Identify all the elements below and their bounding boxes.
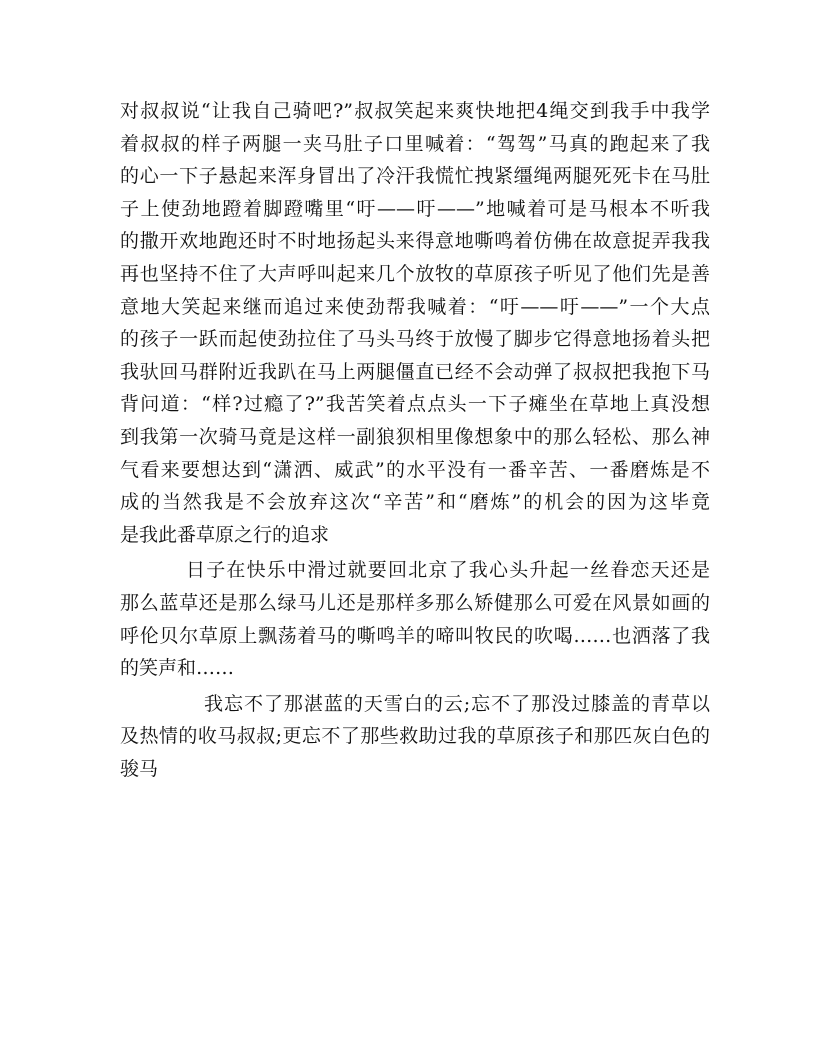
- paragraph-line: 是我此番草原之行的追求: [120, 523, 330, 546]
- paragraph-line: 着叔叔的样子两腿一夹马肚子口里喊着：“驾驾”马真的跑起来了我: [120, 132, 710, 155]
- paragraph-line: 到我第一次骑马竟是这样一副狼狈相里像想象中的那么轻松、那么神: [120, 425, 710, 448]
- paragraph-3: [120, 688, 710, 786]
- paragraph-line: 的撒开欢地跑还时不时地扬起头来得意地嘶鸣着仿佛在故意捉弄我我: [120, 230, 710, 253]
- paragraph-line: 及热情的收马叔叔;更忘不了那些救助过我的草原孩子和那匹灰白色的: [120, 725, 710, 748]
- paragraph-line: 呼伦贝尔草原上飘荡着马的嘶鸣羊的啼叫牧民的吹喝……也洒落了我: [120, 624, 710, 647]
- paragraph-1: [120, 95, 710, 551]
- paragraph-line: 的心一下子悬起来浑身冒出了冷汗我慌忙拽紧缰绳两腿死死卡在马肚: [120, 165, 710, 188]
- paragraph-line: 气看来要想达到“潇洒、威武”的水平没有一番辛苦、一番磨炼是不: [120, 458, 710, 481]
- paragraph-line: 的笑声和……: [120, 657, 235, 680]
- paragraph-line: 背问道：“样?过瘾了?”我苦笑着点点头一下子瘫坐在草地上真没想: [120, 393, 710, 416]
- paragraph-line: 日子在快乐中滑过就要回北京了我心头升起一丝眷恋天还是: [186, 559, 710, 582]
- paragraph-line: 成的当然我是不会放弃这次“辛苦”和“磨炼”的机会的因为这毕竟: [120, 491, 710, 514]
- document-body: [120, 95, 710, 785]
- paragraph-line: 那么蓝草还是那么绿马儿还是那样多那么矫健那么可爱在风景如画的: [120, 591, 710, 614]
- paragraph-line: 我忘不了那湛蓝的天雪白的云;忘不了那没过膝盖的青草以: [204, 692, 710, 715]
- paragraph-line: 的孩子一跃而起使劲拉住了马头马终于放慢了脚步它得意地扬着头把: [120, 328, 710, 351]
- paragraph-line: 意地大笑起来继而追过来使劲帮我喊着：“吁——吁——”一个大点: [120, 295, 710, 318]
- paragraph-line: 再也坚持不住了大声呼叫起来几个放牧的草原孩子听见了他们先是善: [120, 262, 710, 285]
- paragraph-line: 我驮回马群附近我趴在马上两腿僵直已经不会动弹了叔叔把我抱下马: [120, 360, 710, 383]
- paragraph-line: 对叔叔说“让我自己骑吧?”叔叔笑起来爽快地把4绳交到我手中我学: [120, 100, 710, 122]
- paragraph-2: [120, 554, 710, 684]
- paragraph-line: 骏马: [120, 757, 159, 780]
- paragraph-line: 子上使劲地蹬着脚蹬嘴里“吁——吁——”地喊着可是马根本不听我: [120, 197, 710, 220]
